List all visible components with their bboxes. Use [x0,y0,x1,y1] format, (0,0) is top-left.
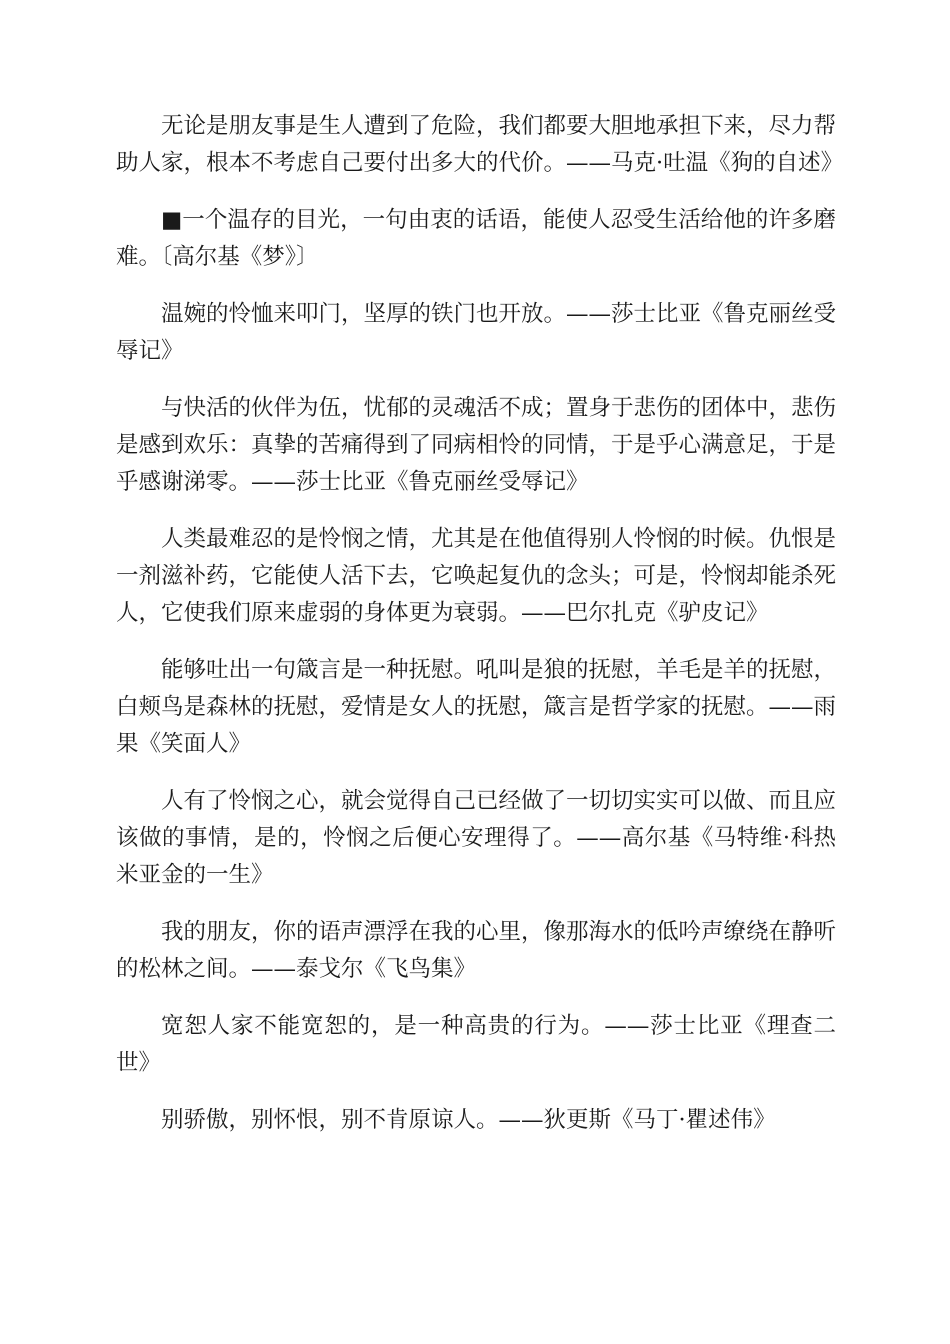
paragraph: 人类最难忍的是怜悯之情，尤其是在他值得别人怜悯的时候。仇恨是一剂滋补药，它能使人活下去，它唤起复仇的念头；可是，怜悯却能杀死人，它使我们原来虚弱的身体更为衰弱。——巴尔扎克《驴皮记》 [116,526,837,626]
paragraph: ■一个温存的目光，一句由衷的话语，能使人忍受生活给他的许多磨难。〔高尔基《梦》〕 [116,207,836,270]
paragraph: 别骄傲，别怀恨，别不肯原谅人。——狄更斯《马丁·瞿述伟》 [161,1107,776,1133]
document-body [116,108,844,1159]
paragraph: 我的朋友，你的语声漂浮在我的心里，像那海水的低吟声缭绕在静听的松林之间。——泰戈尔《飞鸟集》 [116,919,837,982]
paragraph: 无论是朋友事是生人遭到了危险，我们都要大胆地承担下来，尽力帮助人家，根本不考虑自己要付出多大的代价。——马克·吐温《狗的自述》 [116,113,844,176]
paragraph: 温婉的怜恤来叩门，坚厚的铁门也开放。——莎士比亚《鲁克丽丝受辱记》 [116,301,837,364]
paragraph: 能够吐出一句箴言是一种抚慰。吼叫是狼的抚慰，羊毛是羊的抚慰，白颊鸟是森林的抚慰，爱情是女人的抚慰，箴言是哲学家的抚慰。——雨果《笑面人》 [116,657,837,757]
paragraph: 宽恕人家不能宽恕的，是一种高贵的行为。——莎士比亚《理查二世》 [116,1013,836,1076]
paragraph: 与快活的伙伴为伍，忧郁的灵魂活不成；置身于悲伤的团体中，悲伤是感到欢乐：真挚的苦痛得到了同病相怜的同情，于是乎心满意足，于是乎感谢涕零。——莎士比亚《鲁克丽丝受辱记》 [116,395,837,495]
paragraph: 人有了怜悯之心，就会觉得自己已经做了一切切实实可以做、而且应该做的事情，是的，怜悯之后便心安理得了。——高尔基《马特维·科热米亚金的一生》 [116,788,837,888]
